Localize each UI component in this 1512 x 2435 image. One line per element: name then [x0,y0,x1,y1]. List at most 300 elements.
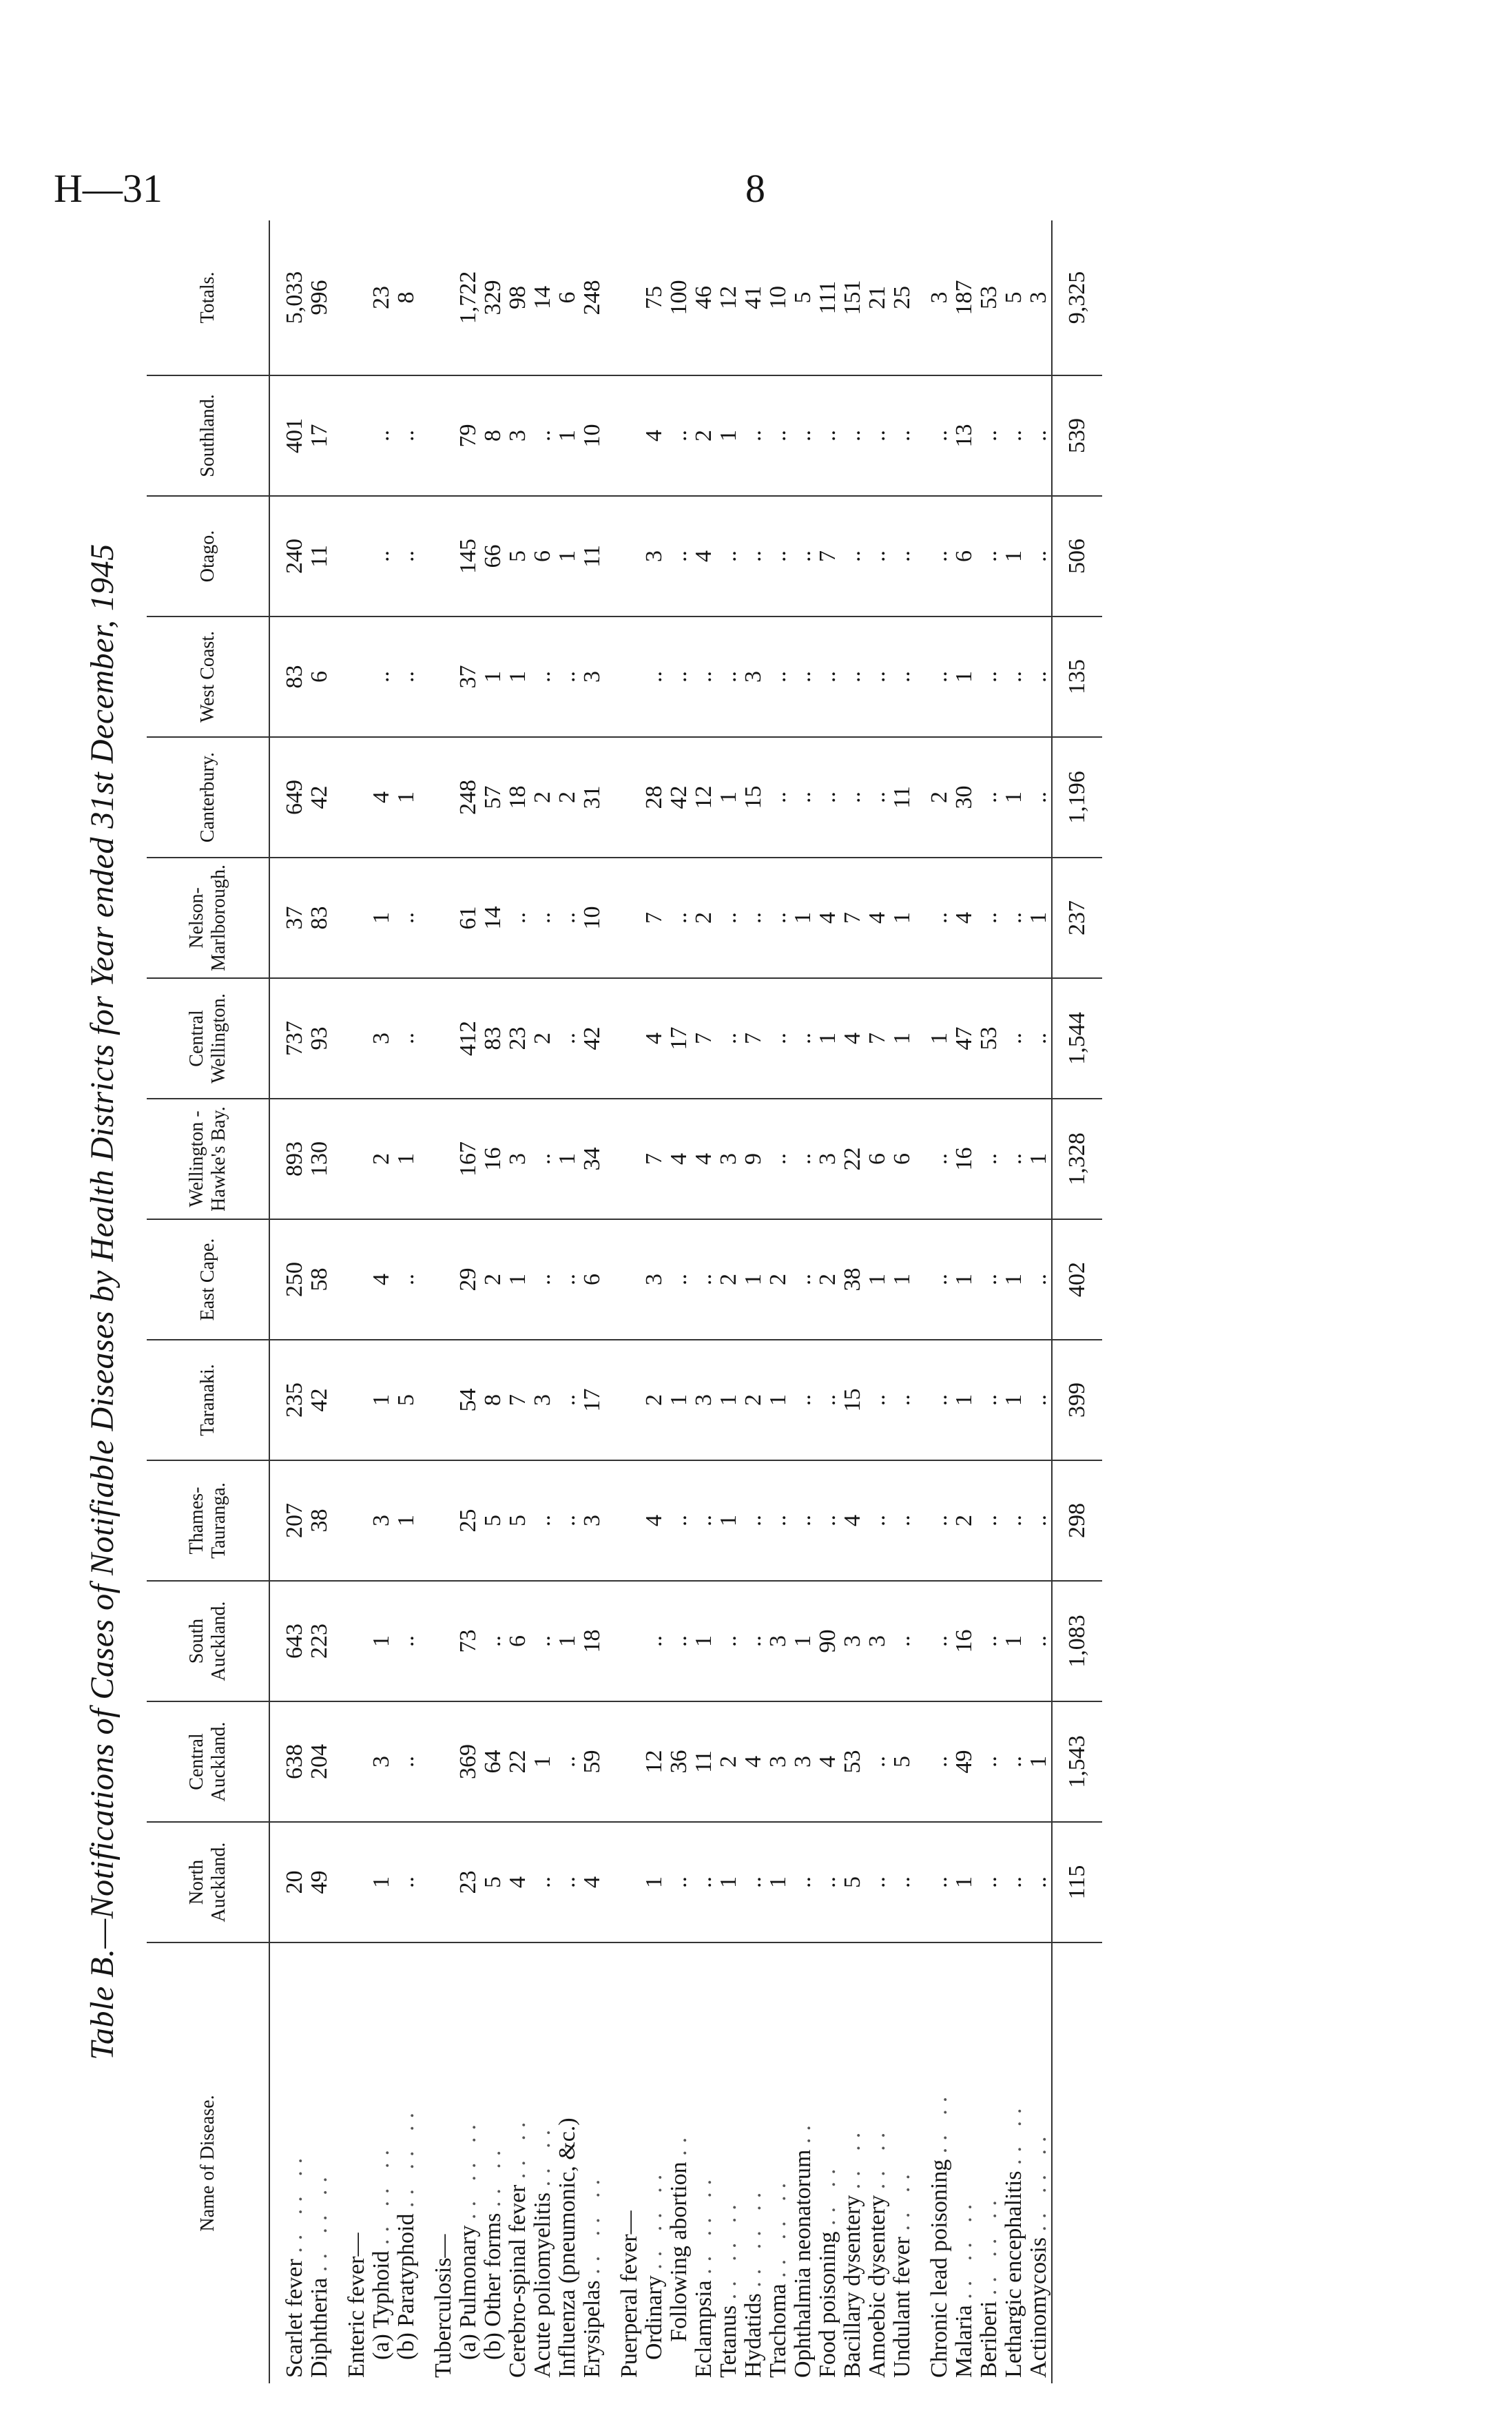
value-cell: 12 [716,220,741,375]
disease-name: Amoebic dysentery [864,2195,890,2378]
value-cell: .. [667,858,692,978]
table-row [617,220,642,2383]
value-cell: .. [1002,1701,1026,1822]
value-cell: 15 [840,1340,865,1460]
value-cell: 22 [506,1701,530,1822]
value-cell: .. [977,1701,1002,1822]
table-row [282,220,307,2383]
disease-name: Following abortion [666,2162,692,2342]
value-cell: .. [816,616,840,737]
leader-dots: .. .. [889,2167,915,2231]
disease-name: Tuberculosis— [431,2234,456,2378]
header-district-6: East Cape. [147,1219,269,1340]
value-cell: 1 [642,1822,667,1942]
value-cell: .. [555,858,580,978]
value-cell: 151 [840,220,865,375]
leader-dots: .. .. .. [579,2172,605,2275]
value-cell: 3 [580,616,605,737]
value-cell: .. [394,1219,419,1340]
value-cell: 6 [865,1099,890,1219]
table-row [555,220,580,2383]
value-cell: 3 [506,375,530,496]
value-cell: .. [840,616,865,737]
value-cell: .. [716,858,741,978]
value-cell: 17 [667,978,692,1099]
value-cell: 248 [456,737,481,858]
table-row [791,220,816,2383]
value-cell: .. [927,1460,952,1581]
value-cell: 49 [307,1822,332,1942]
value-cell: 240 [282,496,307,616]
value-cell: .. [791,1340,816,1460]
value-cell: .. [977,496,1002,616]
value-cell: 4 [741,1701,766,1822]
value-cell: .. [791,496,816,616]
table-row [344,220,369,2383]
value-cell: 1 [952,1219,977,1340]
value-cell: 46 [692,220,716,375]
leader-dots: .. [790,2118,816,2144]
total-cell: 298 [1052,1460,1102,1581]
value-cell: .. [890,1340,915,1460]
value-cell: .. [555,1219,580,1340]
value-cell: .. [667,616,692,737]
value-cell: 10 [580,375,605,496]
value-cell: 1 [716,375,741,496]
value-cell [617,1822,642,1942]
value-cell: .. [927,1701,952,1822]
header-district-7: Wellington - Hawke's Bay. [147,1099,269,1219]
value-cell: 13 [952,375,977,496]
value-cell: 16 [481,1099,506,1219]
value-cell: 2 [741,1340,766,1460]
disease-name: Scarlet fever [282,2259,307,2378]
leader-dots: .. .. .. [282,2151,307,2253]
value-cell: .. [1026,1340,1052,1460]
value-cell [344,375,369,496]
spacer-row [269,220,282,2383]
value-cell: 2 [530,978,555,1099]
value-cell: 23 [369,220,394,375]
value-cell [617,1701,642,1822]
value-cell: .. [394,1701,419,1822]
value-cell: 11 [307,496,332,616]
value-cell: 3 [530,1340,555,1460]
value-cell: .. [394,1581,419,1701]
value-cell: 38 [840,1219,865,1340]
value-cell: 47 [952,978,977,1099]
disease-name-cell [307,1942,332,2383]
value-cell: 737 [282,978,307,1099]
value-cell: 53 [977,220,1002,375]
value-cell: .. [1002,1460,1026,1581]
value-cell: 42 [307,1340,332,1460]
table-row [927,220,952,2383]
value-cell: .. [741,375,766,496]
disease-name-cell [766,1942,791,2383]
value-cell: .. [927,1099,952,1219]
rotated-table-panel [59,220,1505,2383]
header-district-1: North Auckland. [147,1822,269,1942]
value-cell: 6 [506,1581,530,1701]
value-cell: .. [1026,1822,1052,1942]
disease-name: (a) Pulmonary [455,2225,481,2360]
disease-name-cell [617,1942,642,2383]
value-cell: .. [394,978,419,1099]
header-row [147,220,269,2383]
leader-dots: .. .. [840,2125,865,2190]
value-cell: 3 [642,496,667,616]
value-cell [344,1099,369,1219]
value-cell: 8 [394,220,419,375]
value-cell: 1 [369,858,394,978]
value-cell: 12 [692,737,716,858]
value-cell: .. [840,375,865,496]
value-cell: .. [530,1581,555,1701]
value-cell: .. [369,375,394,496]
value-cell: .. [890,1822,915,1942]
value-cell: .. [816,1340,840,1460]
value-cell: 4 [840,978,865,1099]
spacer-row [332,220,344,2383]
value-cell: .. [766,737,791,858]
value-cell: .. [555,1701,580,1822]
value-cell [431,616,456,737]
disease-name: Acute poliomyelitis [530,2192,555,2378]
disease-name: (a) Typhoid [369,2250,394,2360]
value-cell: .. [667,1219,692,1340]
disease-name-cell [555,1942,580,2383]
value-cell: .. [766,375,791,496]
disease-name-cell [481,1942,506,2383]
value-cell: 3 [865,1581,890,1701]
disease-name: (b) Paratyphoid [393,2213,419,2360]
value-cell: 1 [890,1219,915,1340]
value-cell: .. [977,1099,1002,1219]
value-cell: 1 [369,1340,394,1460]
value-cell [617,1099,642,1219]
disease-name: Lethargic encephalitis [1001,2170,1026,2378]
value-cell [617,1340,642,1460]
value-cell: 5 [840,1822,865,1942]
value-cell: 4 [816,858,840,978]
totals-row [1052,220,1102,2383]
disease-name-cell [369,1942,394,2383]
value-cell: .. [394,616,419,737]
value-cell: .. [927,858,952,978]
leader-dots: .. .. [1001,2101,1026,2165]
total-cell: 539 [1052,375,1102,496]
value-cell [431,375,456,496]
value-cell: 37 [456,616,481,737]
value-cell: 111 [816,220,840,375]
value-cell: 30 [952,737,977,858]
value-cell: 1 [890,858,915,978]
value-cell: 1 [766,1822,791,1942]
value-cell: 49 [952,1701,977,1822]
value-cell: 4 [667,1099,692,1219]
value-cell: .. [555,978,580,1099]
value-cell: 3 [816,1099,840,1219]
table-row [530,220,555,2383]
value-cell: 11 [692,1701,716,1822]
value-cell: 1 [865,1219,890,1340]
header-disease-name: Name of Disease. [147,1942,269,2383]
disease-name-cell [642,1942,667,2383]
value-cell: 54 [456,1340,481,1460]
value-cell: 1 [716,1340,741,1460]
totals-label-cell [1052,1942,1102,2383]
value-cell: 4 [580,1822,605,1942]
value-cell: .. [369,496,394,616]
total-cell: 1,543 [1052,1701,1102,1822]
leader-dots: .. .. .. [1026,2129,1051,2232]
value-cell: .. [667,1822,692,1942]
value-cell: 3 [580,1460,605,1581]
value-cell: 66 [481,496,506,616]
value-cell [344,220,369,375]
value-cell [431,1701,456,1822]
value-cell: .. [840,496,865,616]
disease-name: (b) Other forms [480,2213,506,2360]
value-cell: 1 [890,978,915,1099]
disease-name-cell [456,1942,481,2383]
value-cell: .. [741,496,766,616]
table-row [952,220,977,2383]
value-cell [431,1219,456,1340]
value-cell [617,978,642,1099]
value-cell [431,1460,456,1581]
value-cell: 207 [282,1460,307,1581]
header-district-12: Otago. [147,496,269,616]
value-cell: .. [530,1219,555,1340]
value-cell: .. [791,616,816,737]
value-cell: 4 [816,1701,840,1822]
value-cell: 42 [580,978,605,1099]
value-cell: 5 [506,496,530,616]
leader-dots: .. .. [864,2125,890,2190]
disease-name: Influenza (pneumonic, &c.) [555,2117,580,2378]
value-cell: 7 [865,978,890,1099]
value-cell: 6 [530,496,555,616]
value-cell: .. [1026,737,1052,858]
value-cell: 223 [307,1581,332,1701]
value-cell: 20 [282,1822,307,1942]
value-cell: .. [667,375,692,496]
table-row [741,220,766,2383]
value-cell: 1 [1002,1581,1026,1701]
value-cell [344,496,369,616]
value-cell: .. [555,616,580,737]
value-cell: 3 [791,1701,816,1822]
value-cell: .. [791,737,816,858]
header-district-14: Totals. [147,220,269,375]
value-cell: .. [766,978,791,1099]
value-cell: 7 [840,858,865,978]
value-cell: .. [766,496,791,616]
value-cell: 4 [642,978,667,1099]
value-cell [344,1822,369,1942]
header-district-3: South Auckland. [147,1581,269,1701]
table-row [580,220,605,2383]
disease-name-cell [816,1942,840,2383]
value-cell: 3 [766,1581,791,1701]
disease-name-cell [741,1942,766,2383]
disease-name: Food poisoning [815,2231,840,2378]
value-cell: .. [977,375,1002,496]
value-cell: .. [791,1822,816,1942]
value-cell: 15 [741,737,766,858]
value-cell: 2 [481,1219,506,1340]
value-cell: 6 [890,1099,915,1219]
value-cell: 1 [555,1581,580,1701]
value-cell: 235 [282,1340,307,1460]
value-cell [431,978,456,1099]
value-cell: 1 [692,1581,716,1701]
value-cell: 100 [667,220,692,375]
table-row [816,220,840,2383]
value-cell: 7 [816,496,840,616]
value-cell: .. [977,1219,1002,1340]
value-cell: .. [692,1822,716,1942]
value-cell: 98 [506,220,530,375]
table-row [667,220,692,2383]
disease-name: Eclampsia [691,2280,716,2378]
value-cell: 23 [506,978,530,1099]
value-cell: 1 [1002,737,1026,858]
table-row [1026,220,1052,2383]
value-cell: .. [692,1219,716,1340]
value-cell: 8 [481,375,506,496]
value-cell: 996 [307,220,332,375]
value-cell [617,375,642,496]
value-cell: .. [530,1822,555,1942]
disease-name: Malaria [951,2305,977,2378]
leader-dots: .. .. [815,2162,840,2226]
value-cell: .. [741,858,766,978]
value-cell: 4 [506,1822,530,1942]
value-cell: 38 [307,1460,332,1581]
value-cell: 75 [642,220,667,375]
value-cell: .. [667,496,692,616]
leader-dots: .. .. .. [691,2172,716,2275]
value-cell: .. [865,496,890,616]
value-cell: 130 [307,1099,332,1219]
value-cell: 5 [791,220,816,375]
value-cell: 1 [791,858,816,978]
value-cell: 248 [580,220,605,375]
value-cell: 10 [580,858,605,978]
value-cell: 79 [456,375,481,496]
value-cell [617,858,642,978]
total-cell: 399 [1052,1340,1102,1460]
value-cell: .. [840,737,865,858]
leader-dots: .. .. .. [307,2170,332,2272]
value-cell: .. [506,858,530,978]
disease-name: Bacillary dysentery [840,2195,865,2378]
value-cell: 3 [369,1701,394,1822]
disease-name-cell [1002,1942,1026,2383]
value-cell: 5 [394,1340,419,1460]
value-cell: .. [530,1099,555,1219]
value-cell: 4 [865,858,890,978]
value-cell: .. [667,1581,692,1701]
value-cell: 145 [456,496,481,616]
value-cell: 3 [766,1701,791,1822]
value-cell: .. [692,616,716,737]
value-cell: .. [927,1219,952,1340]
disease-name-cell [692,1942,716,2383]
value-cell: .. [481,1581,506,1701]
table-row [977,220,1002,2383]
value-cell: 1 [716,1822,741,1942]
value-cell: .. [530,616,555,737]
value-cell: 369 [456,1701,481,1822]
header-district-10: Canterbury. [147,737,269,858]
value-cell: .. [890,496,915,616]
table-row [506,220,530,2383]
value-cell: .. [369,616,394,737]
value-cell: .. [977,1340,1002,1460]
total-cell: 237 [1052,858,1102,978]
value-cell: 8 [481,1340,506,1460]
value-cell [344,978,369,1099]
value-cell [344,1340,369,1460]
value-cell: 5 [481,1460,506,1581]
value-cell: 83 [481,978,506,1099]
disease-name: Enteric fever— [344,2232,369,2378]
value-cell: .. [816,1822,840,1942]
disease-name-cell [791,1942,816,2383]
spacer-row [915,220,927,2383]
value-cell: 5 [890,1701,915,1822]
value-cell: 10 [766,220,791,375]
value-cell: .. [766,858,791,978]
value-cell: 2 [530,737,555,858]
value-cell [431,1340,456,1460]
value-cell: .. [1002,978,1026,1099]
value-cell: 6 [580,1219,605,1340]
total-cell: 1,328 [1052,1099,1102,1219]
header-district-8: Central Wellington. [147,978,269,1099]
value-cell: .. [927,375,952,496]
value-cell: 3 [741,616,766,737]
disease-name: Cerebro-spinal fever [505,2184,530,2378]
value-cell: 2 [716,1701,741,1822]
total-cell: 135 [1052,616,1102,737]
value-cell: 1 [716,737,741,858]
value-cell: .. [530,1460,555,1581]
disease-name-cell [282,1942,307,2383]
table-row [456,220,481,2383]
value-cell: 4 [692,496,716,616]
value-cell: 1 [369,1581,394,1701]
table-row [890,220,915,2383]
disease-name-cell [431,1942,456,2383]
disease-name: Undulant fever [889,2237,915,2378]
leader-dots: .. .. .. [741,2185,766,2288]
disease-name: Trachoma [765,2283,791,2378]
total-cell: 506 [1052,496,1102,616]
value-cell: .. [927,1822,952,1942]
value-cell: 1 [1002,1340,1026,1460]
value-cell: .. [977,1460,1002,1581]
value-cell: 23 [456,1822,481,1942]
value-cell: 3 [716,1099,741,1219]
value-cell: 5 [481,1822,506,1942]
leader-dots: .. .. .. [393,2106,419,2208]
value-cell: .. [927,616,952,737]
